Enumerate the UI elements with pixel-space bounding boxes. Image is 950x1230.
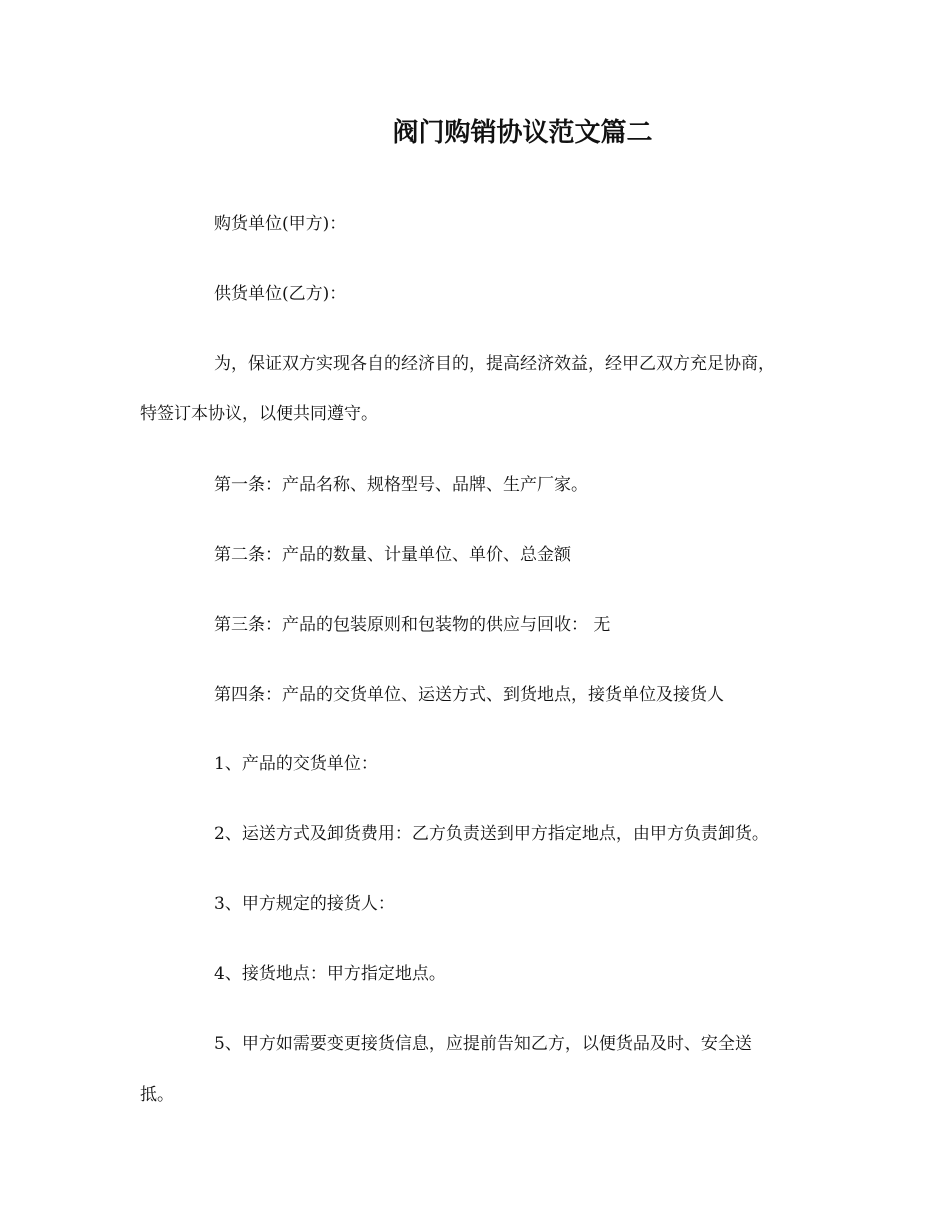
article-1: 第一条：产品名称、规格型号、品牌、生产厂家。 xyxy=(214,475,588,495)
clause-2: 2、运送方式及卸货费用：乙方负责送到甲方指定地点，由甲方负责卸货。 xyxy=(214,824,769,844)
clause-5-line-2: 抵。 xyxy=(140,1085,174,1105)
clause-1: 1、产品的交货单位： xyxy=(214,754,378,774)
clause-5-line-1: 5、甲方如需要变更接货信息，应提前告知乙方，以便货品及时、安全送 xyxy=(214,1034,752,1054)
article-3: 第三条：产品的包装原则和包装物的供应与回收： 无 xyxy=(214,615,611,635)
supplier-line: 供货单位(乙方)： xyxy=(214,284,347,304)
clause-4: 4、接货地点：甲方指定地点。 xyxy=(214,964,446,984)
article-4: 第四条：产品的交货单位、运送方式、到货地点，接货单位及接货人 xyxy=(214,685,724,705)
preamble-line-1: 为，保证双方实现各自的经济目的，提高经济效益，经甲乙双方充足协商， xyxy=(214,354,775,374)
buyer-line: 购货单位(甲方)： xyxy=(214,214,347,234)
article-2: 第二条：产品的数量、计量单位、单价、总金额 xyxy=(214,545,571,565)
clause-3: 3、甲方规定的接货人： xyxy=(214,894,395,914)
preamble-line-2: 特签订本协议，以便共同遵守。 xyxy=(140,404,378,424)
document-title: 阀门购销协议范文篇二 xyxy=(392,118,653,148)
